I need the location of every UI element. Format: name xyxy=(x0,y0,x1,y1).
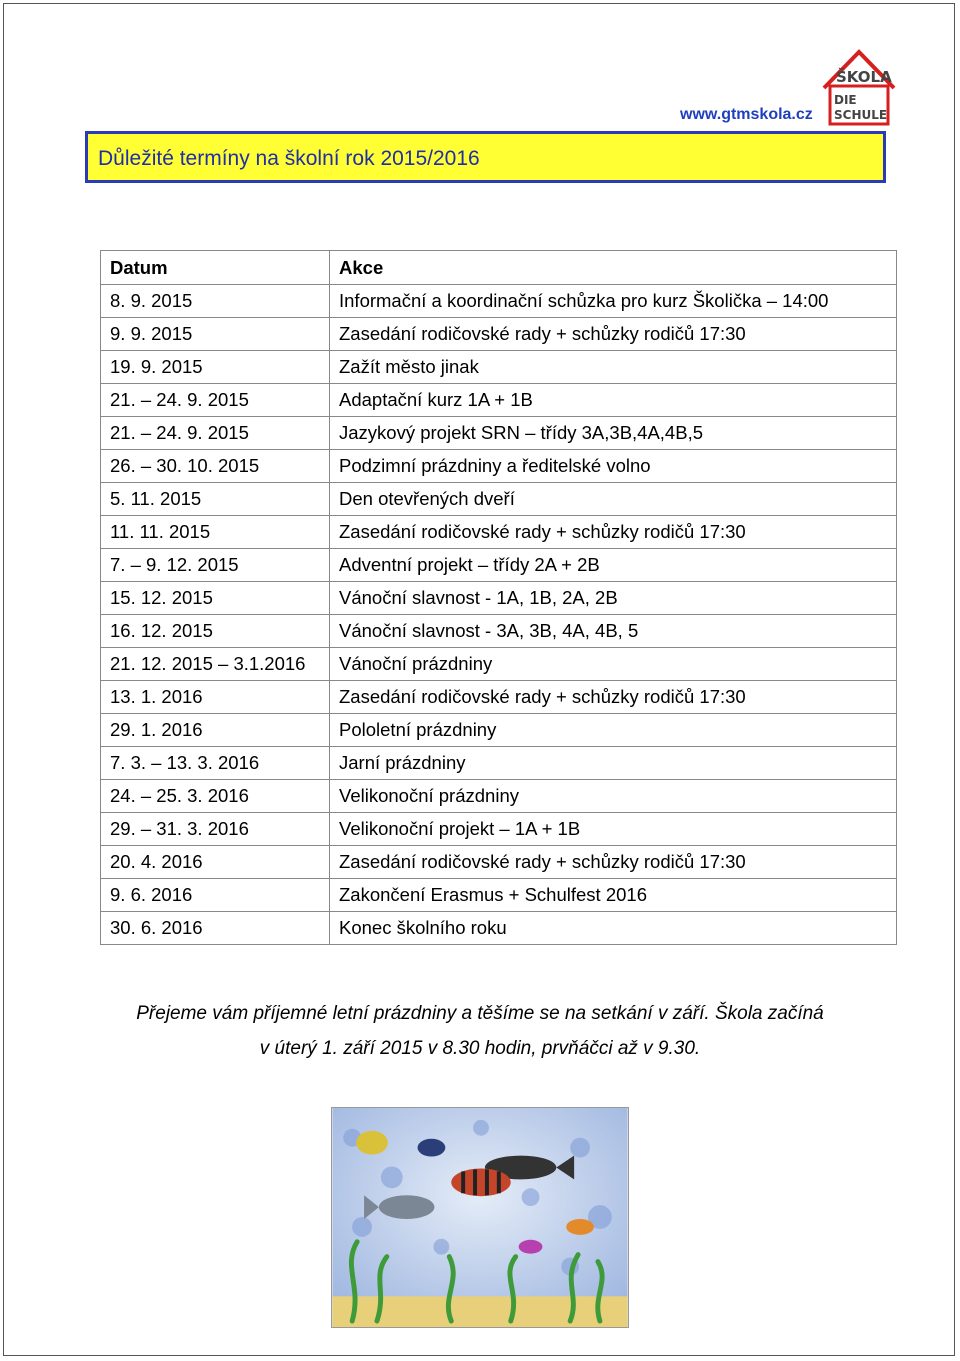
table-row xyxy=(101,714,897,747)
closing-note-line-1: Přejeme vám příjemné letní prázdniny a těšíme se na setkání v září. Škola začíná xyxy=(136,1003,824,1024)
event-cell: Vánoční prázdniny xyxy=(330,648,897,681)
event-cell: Zažít město jinak xyxy=(330,351,897,384)
event-cell: Informační a koordinační schůzka pro kurz Školička – 14:00 xyxy=(330,285,897,318)
table-row xyxy=(101,318,897,351)
event-cell: Jarní prázdniny xyxy=(330,747,897,780)
date-cell: 7. – 9. 12. 2015 xyxy=(101,549,330,582)
table-row xyxy=(101,879,897,912)
table-row xyxy=(101,747,897,780)
event-cell: Zasedání rodičovské rady + schůzky rodičů 17:30 xyxy=(330,846,897,879)
date-cell: 26. – 30. 10. 2015 xyxy=(101,450,330,483)
event-cell: Adaptační kurz 1A + 1B xyxy=(330,384,897,417)
event-cell: Velikonoční prázdniny xyxy=(330,780,897,813)
svg-text:ŠKOLA: ŠKOLA xyxy=(836,68,892,86)
table-row xyxy=(101,417,897,450)
date-cell: 29. 1. 2016 xyxy=(101,714,330,747)
page-title: Důležité termíny na školní rok 2015/2016 xyxy=(98,147,480,170)
date-cell: 30. 6. 2016 xyxy=(101,912,330,945)
table-row xyxy=(101,681,897,714)
event-cell: Velikonoční projekt – 1A + 1B xyxy=(330,813,897,846)
event-cell: Adventní projekt – třídy 2A + 2B xyxy=(330,549,897,582)
event-cell: Pololetní prázdniny xyxy=(330,714,897,747)
date-cell: 9. 9. 2015 xyxy=(101,318,330,351)
event-cell: Podzimní prázdniny a ředitelské volno xyxy=(330,450,897,483)
title-banner xyxy=(85,131,886,183)
table-row xyxy=(101,516,897,549)
table-row xyxy=(101,351,897,384)
date-cell: 21. 12. 2015 – 3.1.2016 xyxy=(101,648,330,681)
date-cell: 9. 6. 2016 xyxy=(101,879,330,912)
date-cell: 20. 4. 2016 xyxy=(101,846,330,879)
event-cell: Zasedání rodičovské rady + schůzky rodičů 17:30 xyxy=(330,516,897,549)
event-cell: Zakončení Erasmus + Schulfest 2016 xyxy=(330,879,897,912)
table-row xyxy=(101,285,897,318)
table-row xyxy=(101,912,897,945)
schedule-table xyxy=(100,250,897,945)
date-cell: 21. – 24. 9. 2015 xyxy=(101,384,330,417)
school-logo xyxy=(820,48,898,128)
date-cell: 29. – 31. 3. 2016 xyxy=(101,813,330,846)
event-cell: Konec školního roku xyxy=(330,912,897,945)
table-row xyxy=(101,648,897,681)
table-row xyxy=(101,846,897,879)
table-row xyxy=(101,813,897,846)
event-cell: Vánoční slavnost - 3A, 3B, 4A, 4B, 5 xyxy=(330,615,897,648)
event-cell: Jazykový projekt SRN – třídy 3A,3B,4A,4B,5 xyxy=(330,417,897,450)
event-cell: Zasedání rodičovské rady + schůzky rodičů 17:30 xyxy=(330,318,897,351)
date-cell: 24. – 25. 3. 2016 xyxy=(101,780,330,813)
date-cell: 5. 11. 2015 xyxy=(101,483,330,516)
svg-text:SCHULE: SCHULE xyxy=(834,108,888,122)
table-row xyxy=(101,582,897,615)
date-cell: 19. 9. 2015 xyxy=(101,351,330,384)
table-row xyxy=(101,615,897,648)
website-link[interactable]: www.gtmskola.cz xyxy=(680,106,813,123)
table-row xyxy=(101,780,897,813)
date-cell: 16. 12. 2015 xyxy=(101,615,330,648)
date-cell: 11. 11. 2015 xyxy=(101,516,330,549)
aquarium-painting xyxy=(331,1107,629,1328)
date-cell: 15. 12. 2015 xyxy=(101,582,330,615)
date-cell: 7. 3. – 13. 3. 2016 xyxy=(101,747,330,780)
table-row xyxy=(101,384,897,417)
table-row xyxy=(101,483,897,516)
header-date: Datum xyxy=(101,251,330,285)
date-cell: 13. 1. 2016 xyxy=(101,681,330,714)
closing-note-line-2: v úterý 1. září 2015 v 8.30 hodin, prvňáčci až v 9.30. xyxy=(259,1038,701,1059)
svg-text:DIE: DIE xyxy=(834,93,857,107)
table-header-row xyxy=(101,251,897,285)
table-row xyxy=(101,549,897,582)
date-cell: 8. 9. 2015 xyxy=(101,285,330,318)
event-cell: Zasedání rodičovské rady + schůzky rodičů 17:30 xyxy=(330,681,897,714)
event-cell: Den otevřených dveří xyxy=(330,483,897,516)
event-cell: Vánoční slavnost - 1A, 1B, 2A, 2B xyxy=(330,582,897,615)
table-row xyxy=(101,450,897,483)
header-event: Akce xyxy=(330,251,897,285)
date-cell: 21. – 24. 9. 2015 xyxy=(101,417,330,450)
